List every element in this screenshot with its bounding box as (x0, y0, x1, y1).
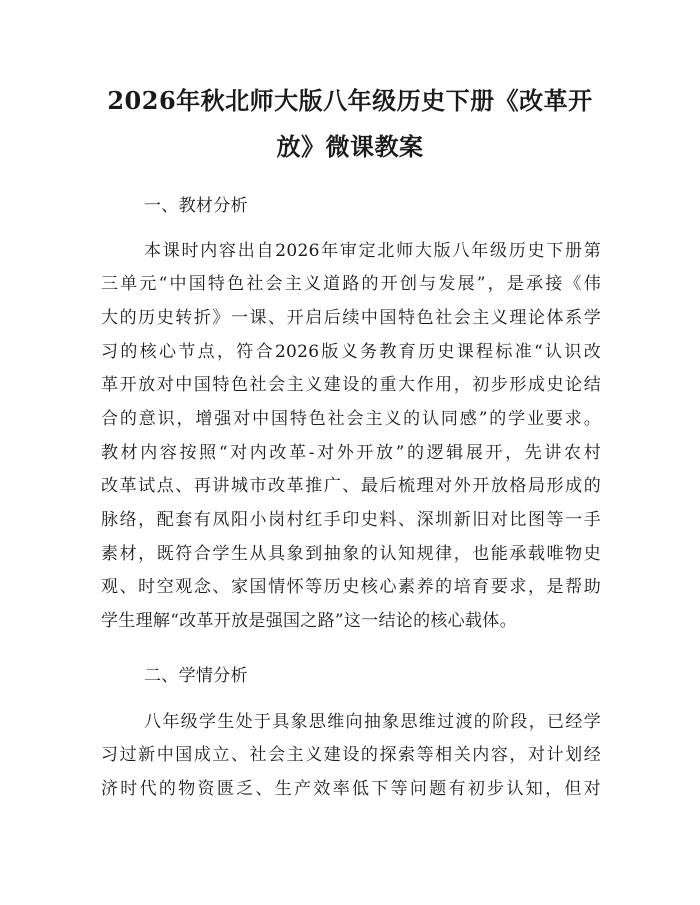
section-heading-textbook-analysis: 一、教材分析 (144, 196, 248, 216)
paragraph-line: 习过新中国成立、社会主义建设的探索等相关内容，对计划经 (101, 745, 601, 765)
document-title-line-1: 2026年秋北师大版八年级历史下册《改革开 (107, 86, 593, 115)
paragraph-line: 八年级学生处于具象思维向抽象思维过渡的阶段，已经学 (144, 712, 601, 732)
section-heading-learner-analysis: 二、学情分析 (144, 666, 248, 686)
paragraph-line: 大的历史转折》一课、开启后续中国特色社会主义理论体系学 (101, 308, 601, 328)
paragraph-line: 观、时空观念、家国情怀等历史核心素养的培育要求，是帮助 (101, 577, 601, 597)
paragraph-line: 脉络，配套有凤阳小岗村红手印史料、深圳新旧对比图等一手 (101, 510, 601, 530)
paragraph-line: 革开放对中国特色社会主义建设的重大作用，初步形成史论结 (101, 375, 601, 395)
paragraph-line: 改革试点、再讲城市改革推广、最后梳理对外开放格局形成的 (101, 476, 601, 496)
paragraph-line: 习的核心节点，符合2026版义务教育历史课程标准“认识改 (101, 342, 601, 362)
paragraph-line: 素材，既符合学生从具象到抽象的认知规律，也能承载唯物史 (101, 544, 601, 564)
document-title-line-2: 放》微课教案 (276, 132, 424, 161)
paragraph-line: 学生理解“改革开放是强国之路”这一结论的核心载体。 (101, 611, 517, 631)
paragraph-line: 济时代的物资匮乏、生产效率低下等问题有初步认知，但对 (101, 779, 601, 799)
paragraph-line: 本课时内容出自2026年审定北师大版八年级历史下册第 (144, 241, 601, 261)
paragraph-line: 三单元“中国特色社会主义道路的开创与发展”，是承接《伟 (101, 274, 601, 294)
paragraph-line: 合的意识，增强对中国特色社会主义的认同感”的学业要求。 (101, 409, 601, 429)
paragraph-line: 教材内容按照“对内改革-对外开放”的逻辑展开，先讲农村 (101, 443, 601, 463)
